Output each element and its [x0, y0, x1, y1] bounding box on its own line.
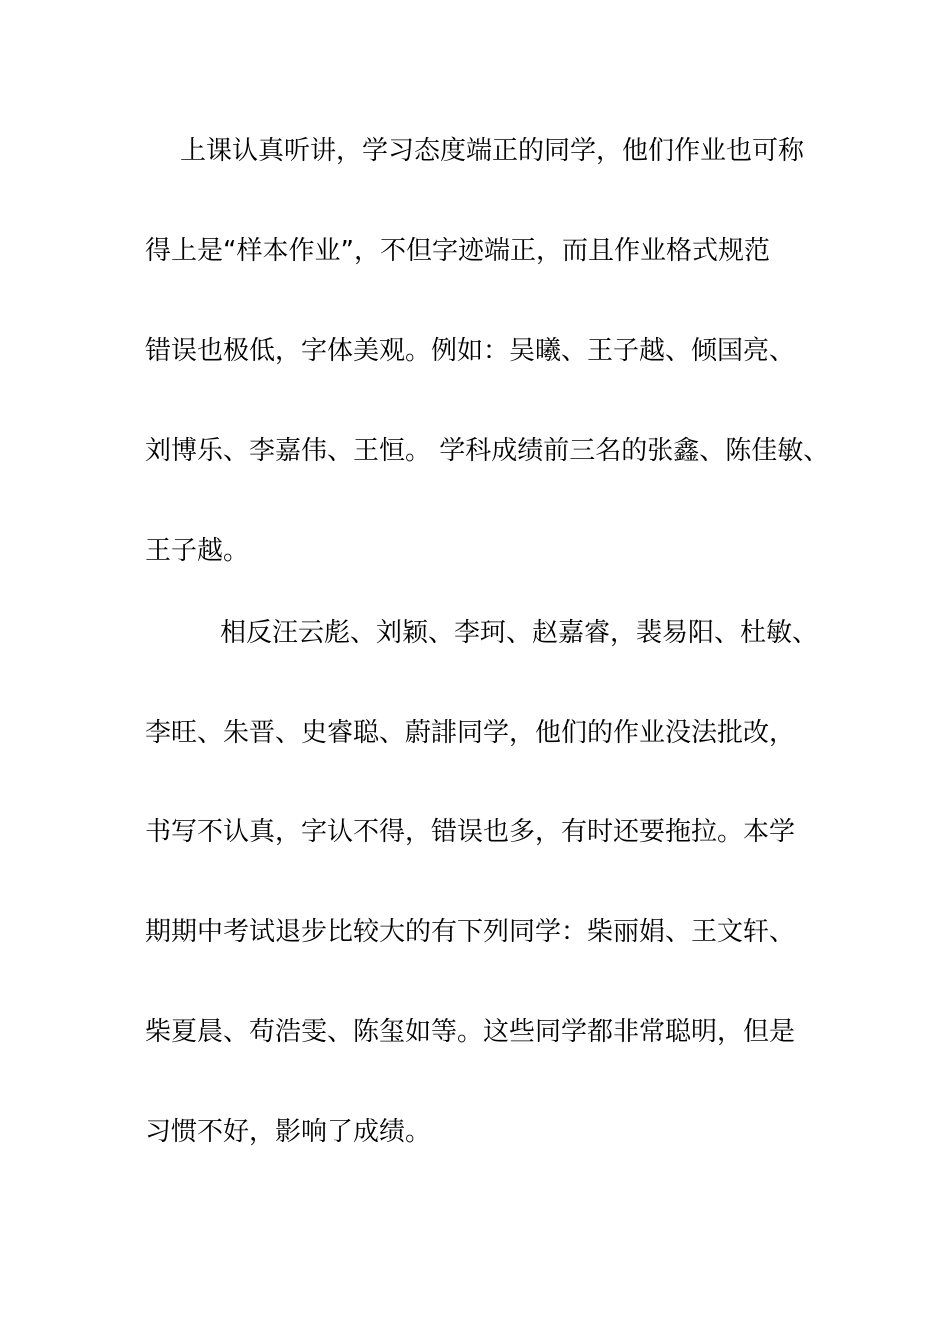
paragraph-2-line-4: 期期中考试退步比较大的有下列同学：柴丽娟、王文轩、: [145, 917, 796, 947]
paragraph-2-line-2: 李旺、朱晋、史睿聪、蔚誹同学，他们的作业没法批改，: [145, 718, 796, 748]
paragraph-1-line-5: 王子越。: [145, 536, 250, 566]
paragraph-1-line-2: 得上是“样本作业”，不但字迹端正，而且作业格式规范: [145, 236, 770, 266]
paragraph-1-line-1: 上课认真听讲，学习态度端正的同学，他们作业也可称: [180, 136, 805, 166]
paragraph-2-line-3: 书写不认真，字认不得，错误也多，有时还要拖拉。本学: [145, 817, 796, 847]
paragraph-2-line-1: 相反汪云彪、刘颖、李珂、赵嘉睿，裴易阳、杜敏、: [220, 618, 819, 648]
paragraph-2-line-5: 柴夏晨、苟浩雯、陈玺如等。这些同学都非常聪明，但是: [145, 1017, 796, 1047]
paragraph-2-line-6: 习惯不好，影响了成绩。: [145, 1117, 432, 1147]
paragraph-1-line-3: 错误也极低，字体美观。例如：吴曦、王子越、倾国亮、: [145, 336, 796, 366]
paragraph-1-line-4: 刘博乐、李嘉伟、王恒。 学科成绩前三名的张鑫、陈佳敏、: [145, 436, 830, 466]
